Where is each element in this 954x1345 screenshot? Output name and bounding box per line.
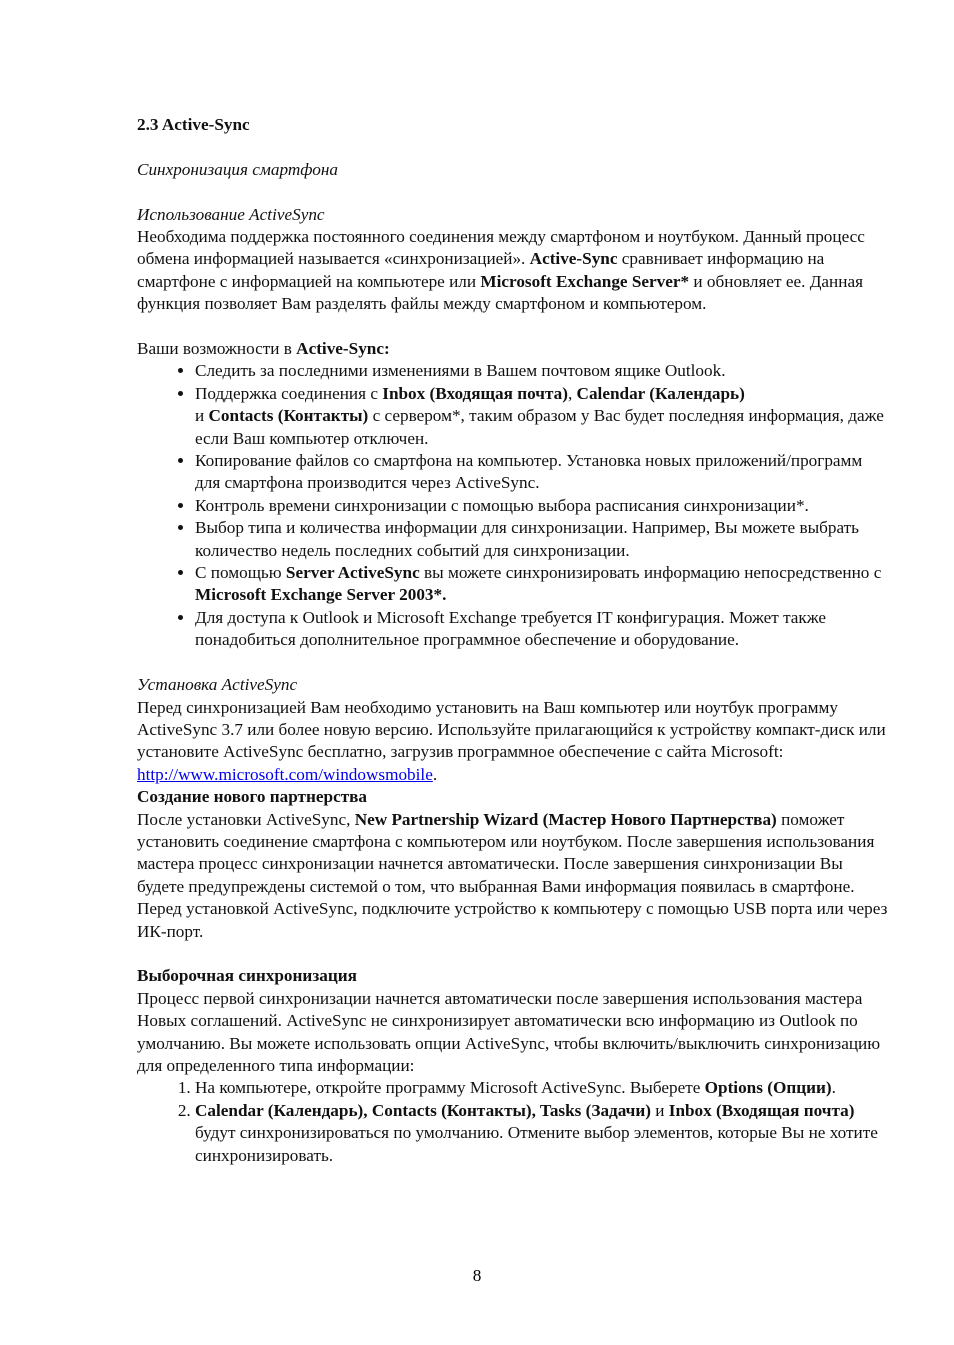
install-heading: Установка ActiveSync xyxy=(137,675,298,695)
microsoft-link[interactable]: http://www.microsoft.com/windowsmobile xyxy=(137,764,433,784)
page-number: 8 xyxy=(472,1266,482,1285)
list-item: • Контроль времени синхронизации с помощью выбора расписания синхронизации*. xyxy=(195,495,889,517)
selective-paragraph: Процесс первой синхронизации начнется автоматически после завершения использования мастера Новых соглашений. ActiveSync не синхронизирует автоматически всю информацию из Outlook по умолчанию. Вы можете использовать опции ActiveSync, чтобы включить/выключить синхронизацию для определенного типа информации: xyxy=(137,988,881,1075)
partnership-heading: Создание нового партнерства xyxy=(137,787,368,807)
install-paragraph: Перед синхронизацией Вам необходимо установить на Ваш компьютер или ноутбук программу ActiveSync 3.7 или более новую версию. Используйте прилагающийся к устройству компакт-диск или установите ActiveSync бесплатно, загрузив программное обеспечение с сайта Microsoft: http://www.microsoft.com/windowsmobile. xyxy=(137,697,886,784)
features-list xyxy=(137,360,889,651)
section-title: 2.3 Active-Sync xyxy=(137,115,250,134)
list-item: • Для доступа к Outlook и Microsoft Exchange требуется IT конфигурация. Может также понадобиться дополнительное программное обеспечение и оборудование. xyxy=(195,607,889,652)
subtitle: Синхронизация смартфона xyxy=(137,159,338,179)
list-item: • Копирование файлов со смартфона на компьютер. Установка новых приложений/программ для смартфона производится через ActiveSync. xyxy=(195,450,889,495)
list-item: • Поддержка соединения с Inbox (Входящая почта), Calendar (Календарь) и Contacts (Контакты) с сервером*, таким образом у Вас будет последняя информация, даже если Ваш компьютер отключен. xyxy=(195,383,889,450)
usage-paragraph: Необходима поддержка постоянного соединения между смартфоном и ноутбуком. Данный процесс обмена информацией называется «синхронизацией». Active-Sync сравнивает информацию на смартфоне с информацией на компьютере или Microsoft Exchange Server* и обновляет ее. Данная функция позволяет Вам разделять файлы между смартфоном и компьютером. xyxy=(137,227,865,314)
features-intro: Ваши возможности в Active-Sync: xyxy=(137,339,390,359)
list-item: • Следить за последними изменениями в Вашем почтовом ящике Outlook. xyxy=(195,360,889,382)
list-item: 1. На компьютере, откройте программу Microsoft ActiveSync. Выберете Options (Опции). xyxy=(195,1077,889,1099)
usage-heading: Использование ActiveSync xyxy=(137,204,325,224)
document-page xyxy=(137,114,889,1167)
list-item: • Выбор типа и количества информации для синхронизации. Например, Вы можете выбрать количество недель последних событий для синхронизации. xyxy=(195,517,889,562)
steps-list xyxy=(137,1077,889,1167)
selective-heading: Выборочная синхронизация xyxy=(137,966,357,986)
list-item: 2. Calendar (Календарь), Contacts (Контакты), Tasks (Задачи) и Inbox (Входящая почта) будут синхронизироваться по умолчанию. Отмените выбор элементов, которые Вы не хотите синхронизировать. xyxy=(195,1100,889,1167)
partnership-paragraph: После установки ActiveSync, New Partnership Wizard (Мастер Нового Партнерства) поможет установить соединение смартфона с компьютером или ноутбуком. После завершения использования мастера процесс синхронизации начнется автоматически. После завершения синхронизации Вы будете предупреждены системой о том, что выбранная Вами информация появилась в смартфоне. Перед установкой ActiveSync, подключите устройство к компьютеру с помощью USB порта или через ИК-порт. xyxy=(137,809,888,941)
list-item: • С помощью Server ActiveSync вы можете синхронизировать информацию непосредственно с Microsoft Exchange Server 2003*. xyxy=(195,562,889,607)
